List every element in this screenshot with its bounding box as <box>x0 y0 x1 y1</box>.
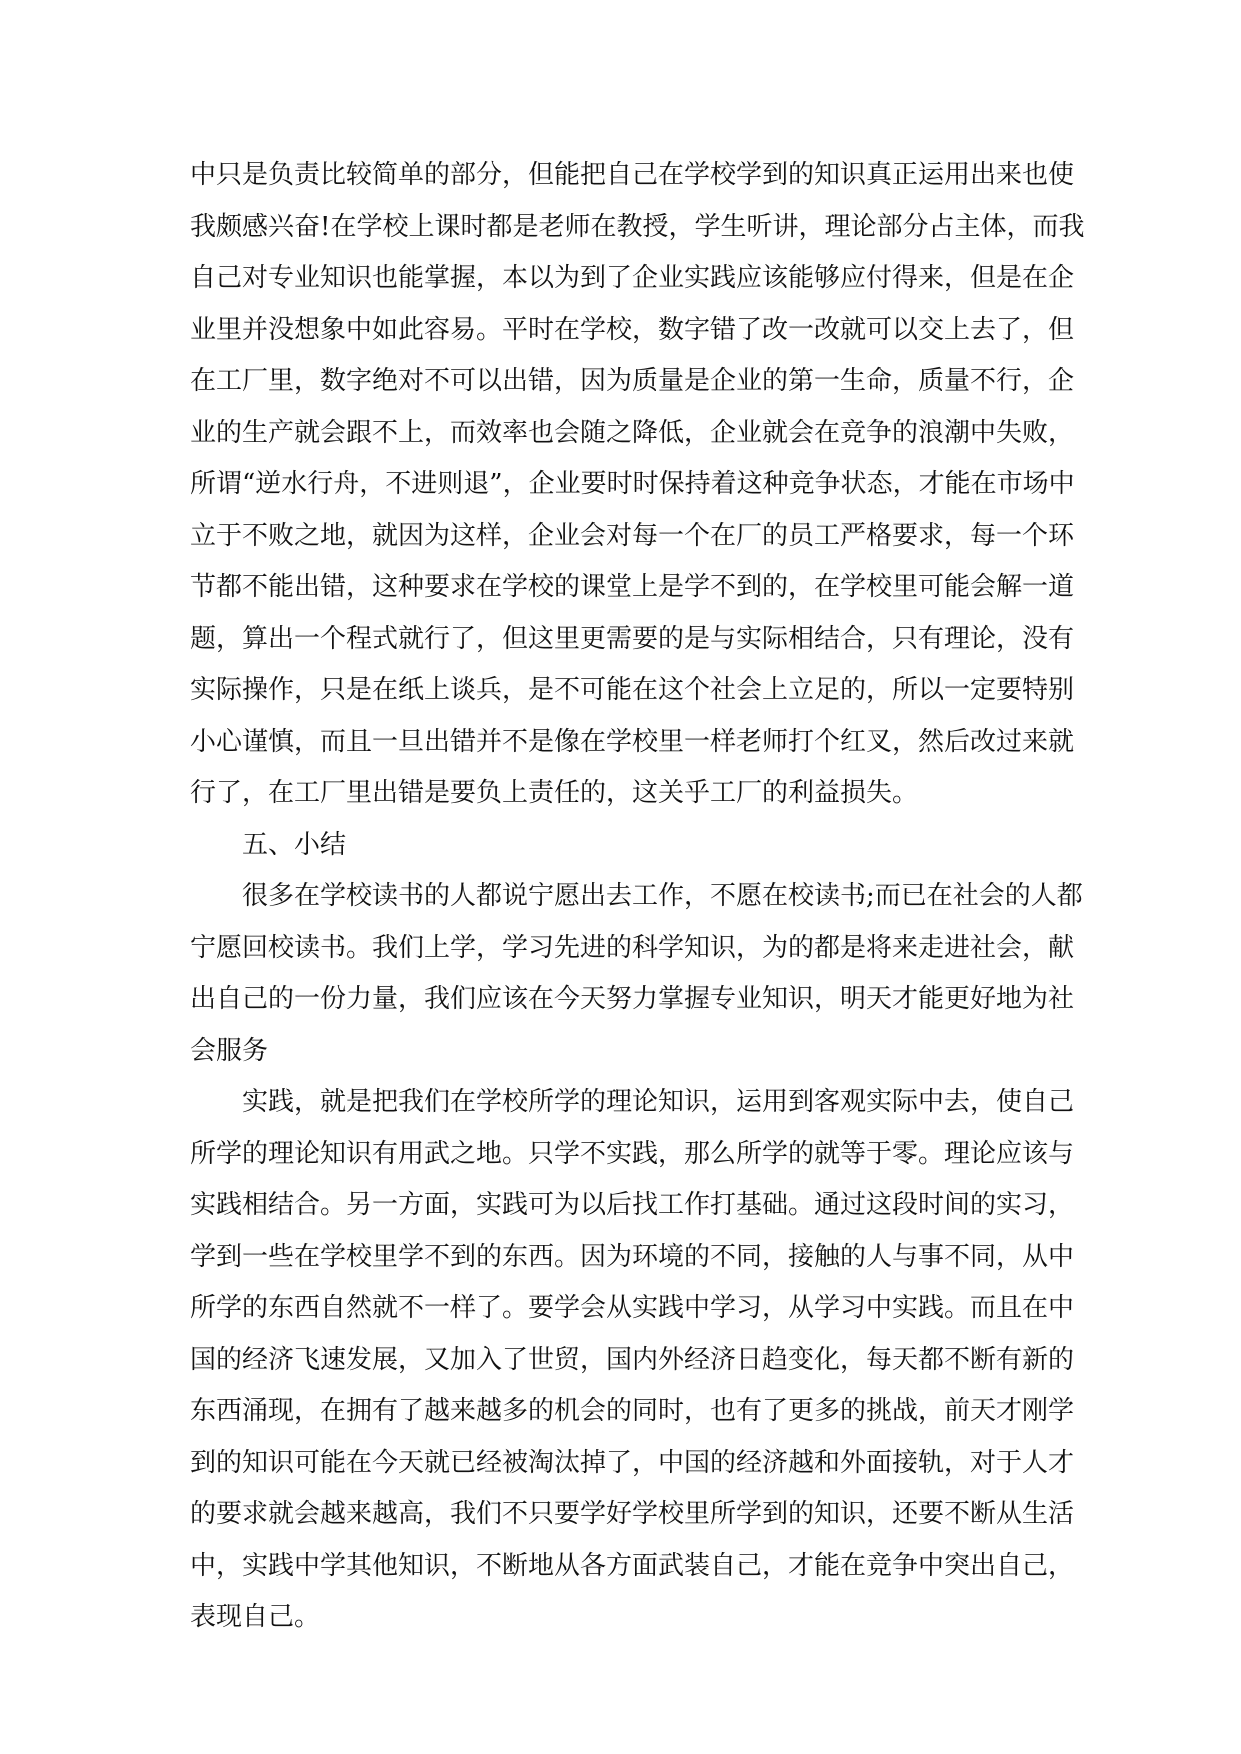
text-line: 题，算出一个程式就行了，但这里更需要的是与实际相结合，只有理论，没有 <box>190 623 1075 654</box>
text-line: 业的生产就会跟不上，而效率也会随之降低，企业就会在竞争的浪潮中失败， <box>190 417 1075 448</box>
text-line: 东西涌现，在拥有了越来越多的机会的同时，也有了更多的挑战，前天才刚学 <box>190 1396 1075 1426</box>
text-line: 学到一些在学校里学不到的东西。因为环境的不同，接触的人与事不同，从中 <box>190 1241 1075 1272</box>
text-line: 的要求就会越来越高，我们不只要学好学校里所学到的知识，还要不断从生活 <box>190 1499 1075 1529</box>
text-line: 所谓“逆水行舟，不进则退”，企业要时时保持着这种竞争状态，才能在市场中 <box>190 469 1075 499</box>
text-line: 所学的东西自然就不一样了。要学会从实践中学习，从学习中实践。而且在中 <box>190 1293 1075 1323</box>
text-line: 业里并没想象中如此容易。平时在学校，数字错了改一改就可以交上去了，但 <box>190 314 1075 345</box>
text-line: 会服务 <box>190 1035 269 1066</box>
text-line: 中，实践中学其他知识，不断地从各方面武装自己，才能在竞争中突出自己， <box>190 1550 1075 1581</box>
text-line: 国的经济飞速发展，又加入了世贸，国内外经济日趋变化，每天都不断有新的 <box>190 1344 1075 1375</box>
paragraph-summary <box>190 871 1083 1077</box>
paragraph-continuation <box>190 150 1085 820</box>
paragraph-practice <box>190 1077 1075 1644</box>
text-line: 宁愿回校读书。我们上学，学习先进的科学知识，为的都是将来走进社会，献 <box>190 932 1075 963</box>
text-line: 中只是负责比较简单的部分，但能把自己在学校学到的知识真正运用出来也使 <box>190 160 1075 190</box>
text-line: 实践相结合。另一方面，实践可为以后找工作打基础。通过这段时间的实习， <box>190 1190 1075 1220</box>
text-line: 实践，就是把我们在学校所学的理论知识，运用到客观实际中去，使自己 <box>242 1087 1075 1117</box>
text-line: 立于不败之地，就因为这样，企业会对每一个在厂的员工严格要求，每一个环 <box>190 520 1075 551</box>
text-line: 自己对专业知识也能掌握，本以为到了企业实践应该能够应付得来，但是在企 <box>190 263 1075 293</box>
text-line: 节都不能出错，这种要求在学校的课堂上是学不到的，在学校里可能会解一道 <box>190 572 1075 602</box>
text-line: 我颇感兴奋!在学校上课时都是老师在教授，学生听讲，理论部分占主体，而我 <box>190 211 1085 242</box>
text-line: 到的知识可能在今天就已经被淘汰掉了，中国的经济越和外面接轨，对于人才 <box>190 1447 1075 1478</box>
section-heading: 五、小结 <box>242 829 347 860</box>
text-line: 行了，在工厂里出错是要负上责任的，这关乎工厂的利益损失。 <box>190 778 919 808</box>
text-line: 实际操作，只是在纸上谈兵，是不可能在这个社会上立足的，所以一定要特别 <box>190 675 1075 705</box>
text-line: 表现自己。 <box>190 1602 321 1632</box>
text-line: 很多在学校读书的人都说宁愿出去工作，不愿在校读书;而已在社会的人都 <box>242 881 1083 911</box>
text-line: 在工厂里，数字绝对不可以出错，因为质量是企业的第一生命，质量不行，企 <box>190 366 1075 396</box>
text-line: 所学的理论知识有用武之地。只学不实践，那么所学的就等于零。理论应该与 <box>190 1138 1075 1169</box>
text-line: 小心谨慎，而且一旦出错并不是像在学校里一样老师打个红叉，然后改过来就 <box>190 726 1075 757</box>
text-line: 出自己的一份力量，我们应该在今天努力掌握专业知识，明天才能更好地为社 <box>190 984 1075 1014</box>
document-body <box>190 150 1085 1644</box>
